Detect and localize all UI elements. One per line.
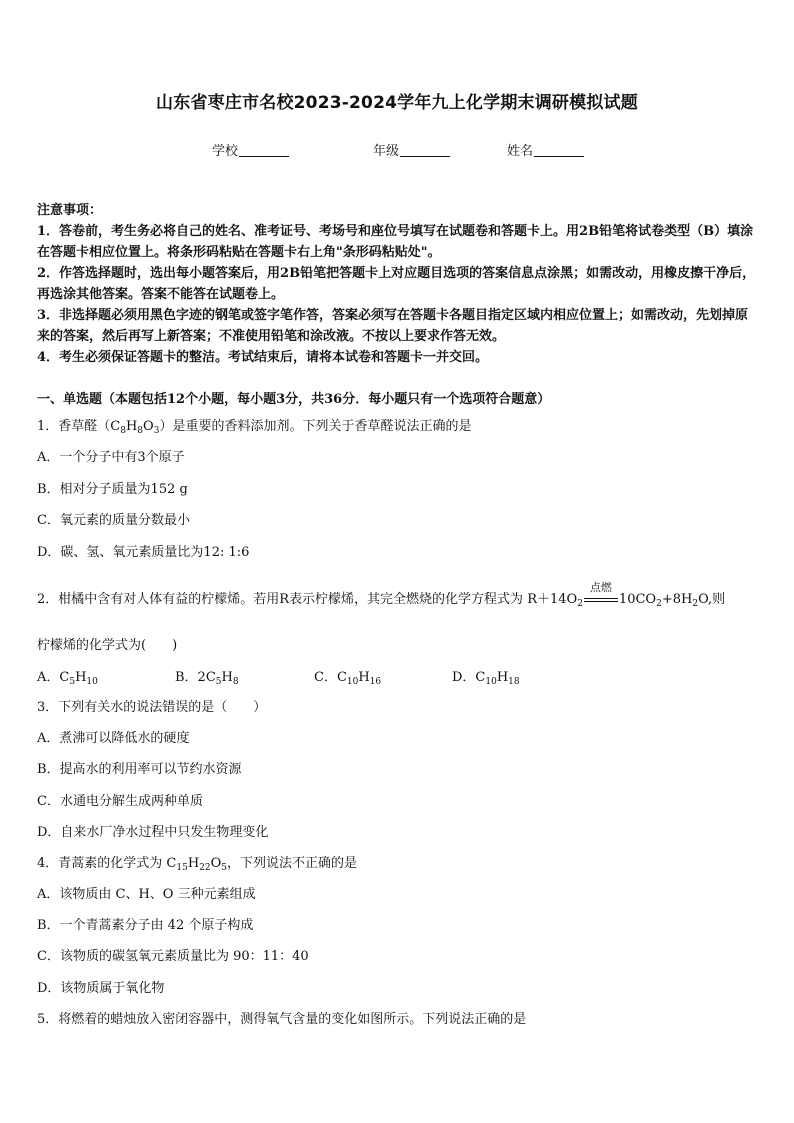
question-4-option-d: D．该物质属于氧化物 — [37, 981, 165, 996]
reaction-condition: 点燃 — [584, 593, 618, 607]
question-1-option-a: A．一个分子中有3个原子 — [37, 450, 185, 465]
question-4-option-b: B．一个青蒿素分子由 42 个原子构成 — [37, 918, 254, 933]
question-4-option-c: C．该物质的碳氢氧元素质量比为 90：11：40 — [37, 949, 309, 964]
school-field — [212, 140, 289, 159]
note-item-1: 1．答卷前，考生务必将自己的姓名、准考证号、考场号和座位号填写在试题卷和答题卡上。用2B铅笔将试卷类型（B）填涂在答题卡相应位置上。将条形码粘贴在答题卡右上角"条形码粘贴处"。 — [37, 224, 754, 260]
grade-label: 年级 — [373, 144, 400, 159]
name-field — [507, 140, 584, 159]
question-4-option-a: A．该物质由 C、H、O 三种元素组成 — [37, 887, 256, 902]
grade-blank — [400, 144, 450, 157]
school-label: 学校 — [212, 144, 239, 159]
note-item-3: 3．非选择题必须用黑色字迹的钢笔或签字笔作答，答案必须写在答题卡各题目指定区域内相应位置上；如需改动，先划掉原来的答案，然后再写上新答案；不准使用铅笔和涂改液。不按以上要求作答无效。 — [37, 308, 749, 344]
question-2-option-a: A．$C_5H_{10}$ — [37, 670, 98, 687]
name-blank — [534, 144, 584, 157]
section-heading: 一、单选题（本题包括12个小题，每小题3分，共36分．每小题只有一个选项符合题意） — [37, 392, 551, 407]
question-1-option-b: B．相对分子质量为152 g — [37, 482, 188, 497]
question-2-option-d: D．$C_{10}H_{18}$ — [452, 670, 520, 687]
question-3-option-a: A．煮沸可以降低水的硬度 — [37, 731, 190, 746]
question-3-stem: 3．下列有关水的说法错误的是（ ） — [37, 700, 267, 715]
question-2-stem-2: 柠檬烯的化学式为( ) — [37, 638, 178, 653]
note-item-4: 4．考生必须保证答题卡的整洁。考试结束后，请将本试卷和答题卡一并交回。 — [37, 350, 489, 365]
question-2-option-c: C．$C_{10}H_{16}$ — [314, 670, 382, 687]
note-item-2: 2．作答选择题时，选出每小题答案后，用2B铅笔把答题卡上对应题目选项的答案信息点涂黑；如需改动，用橡皮擦干净后，再选涂其他答案。答案不能答在试题卷上。 — [37, 266, 756, 302]
question-1-option-d: D．碳、氢、氧元素质量比为12: 1:6 — [37, 545, 250, 560]
question-1-option-c: C．氧元素的质量分数最小 — [37, 513, 190, 528]
question-3-option-c: C．水通电分解生成两种单质 — [37, 794, 203, 809]
question-1-stem: 1．香草醛$(C_8H_8O_3)$是重要的香料添加剂。下列关于香草醛说法正确的是 — [37, 419, 472, 436]
question-2-stem: 2．柑橘中含有对人体有益的柠檬烯。若用R表示柠檬烯，其完全燃烧的化学方程式为 $R+14O_2$ 点燃 $10CO_2+8H_2O$,则 — [37, 580, 726, 609]
question-2-option-b: B．$2C_5H_8$ — [175, 670, 239, 687]
question-4-stem: 4．青蒿素的化学式为 $C_{15}H_{22}O_5$，下列说法不正确的是 — [37, 856, 358, 873]
page-title: 山东省枣庄市名校2023-2024学年九上化学期末调研模拟试题 — [156, 93, 638, 113]
name-label: 姓名 — [507, 144, 534, 159]
question-5-stem: 5．将燃着的蜡烛放入密闭容器中，测得氧气含量的变化如图所示。下列说法正确的是 — [37, 1012, 527, 1027]
question-3-option-d: D．自来水厂净水过程中只发生物理变化 — [37, 825, 269, 840]
notes-section — [37, 200, 759, 368]
grade-field — [373, 140, 450, 159]
school-blank — [239, 144, 289, 157]
notes-heading: 注意事项： — [37, 203, 103, 218]
question-3-option-b: B．提高水的利用率可以节约水资源 — [37, 762, 242, 777]
